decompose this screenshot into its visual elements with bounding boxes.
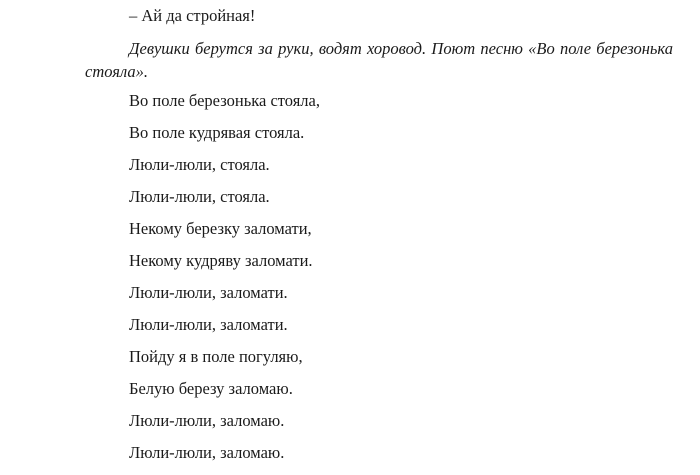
song-line: Люли-люли, стояла. — [129, 187, 270, 206]
song-line: Белую березу заломаю. — [129, 379, 293, 398]
song-line: Люли-люли, заломати. — [129, 283, 288, 302]
song-line: Во поле кудрявая стояла. — [129, 123, 305, 142]
song-lyrics — [129, 91, 320, 475]
song-line: Люли-люли, заломати. — [129, 315, 288, 334]
song-line: Люли-люли, заломаю. — [129, 443, 285, 462]
song-line: Некому кудряву заломати. — [129, 251, 313, 270]
song-line: Люли-люли, стояла. — [129, 155, 270, 174]
song-line: Пойду я в поле погуляю, — [129, 347, 303, 366]
song-line: Некому березку заломати, — [129, 219, 312, 238]
stage-direction: Девушки берутся за руки, водят хоровод. Поют песню «Во поле березонька стояла». — [85, 39, 673, 81]
speech-line: – Ай да стройная! — [129, 6, 256, 25]
song-line: Люли-люли, заломаю. — [129, 411, 285, 430]
song-line: Во поле березонька стояла, — [129, 91, 320, 110]
